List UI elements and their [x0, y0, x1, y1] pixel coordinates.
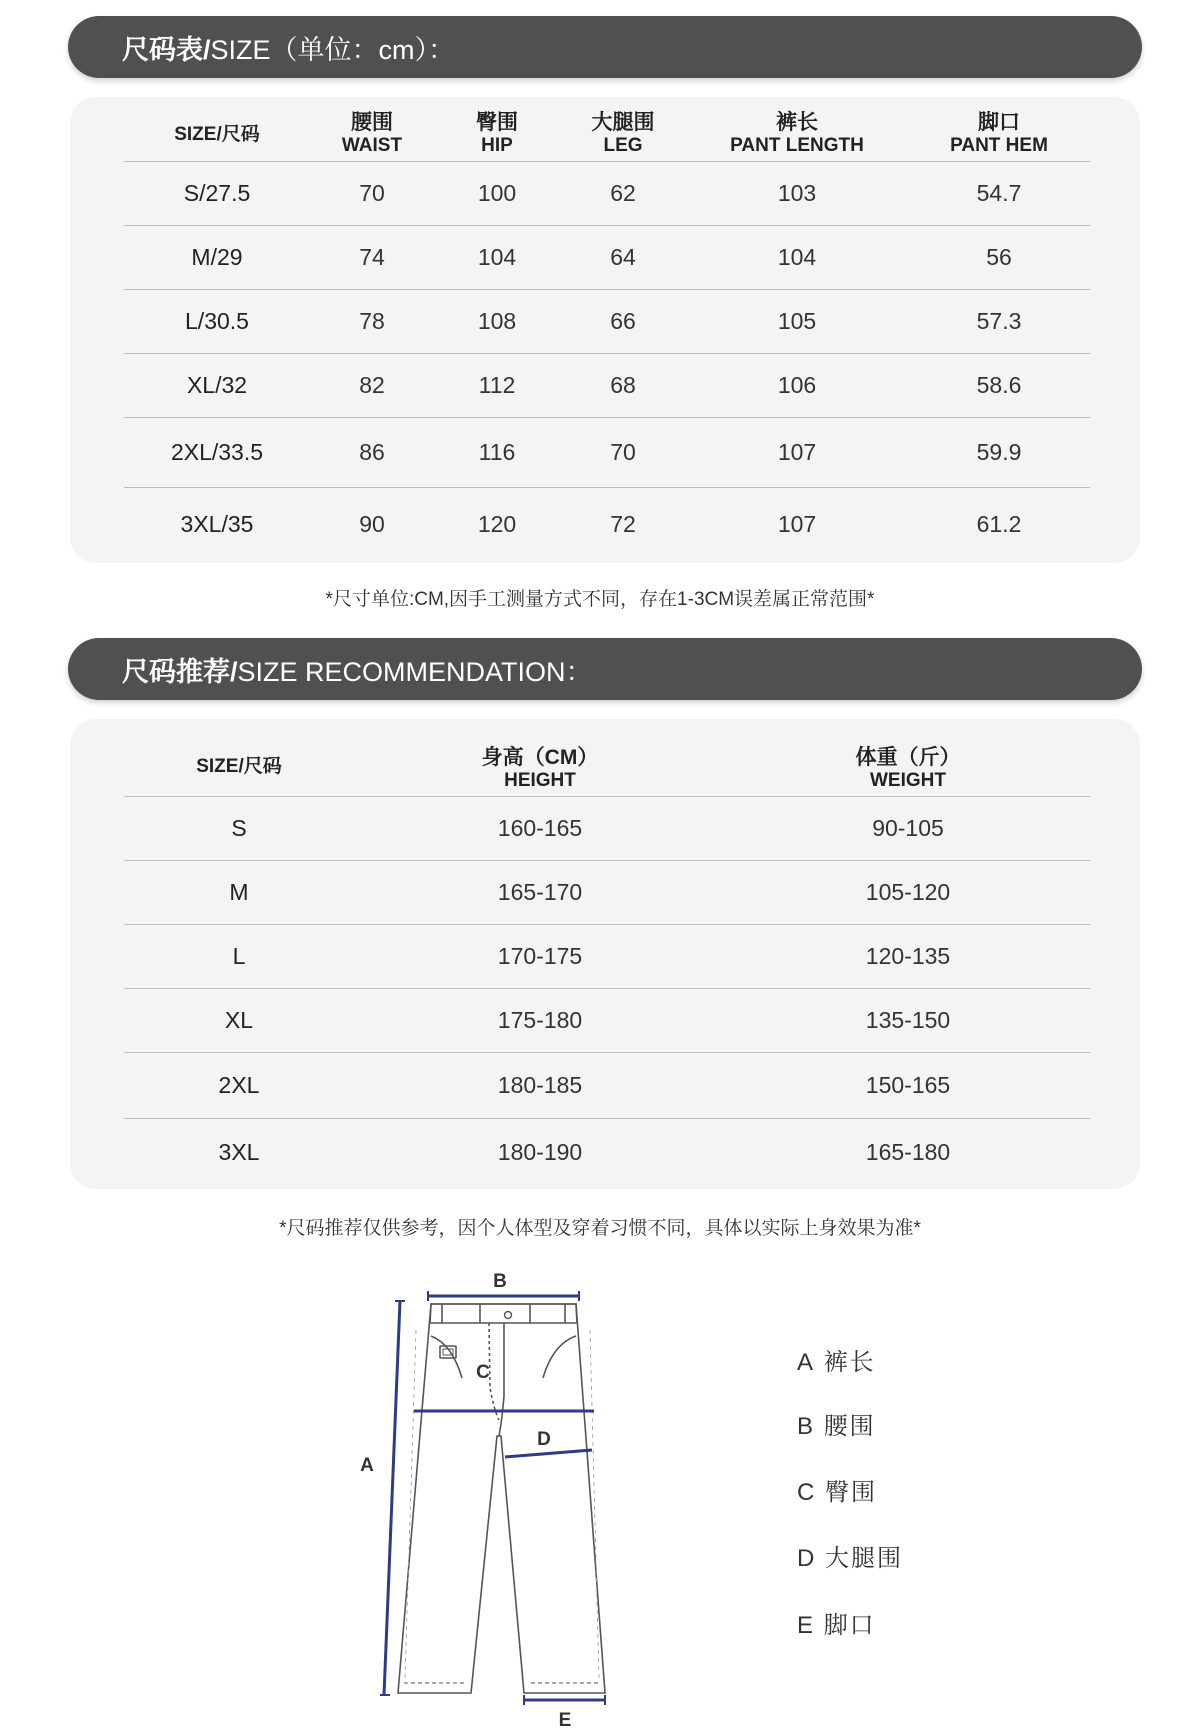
table-cell: 64	[560, 225, 686, 289]
table-cell: S/27.5	[124, 161, 310, 225]
table-cell: L/30.5	[124, 289, 310, 353]
recommendation-panel	[70, 719, 1140, 1189]
table-cell: 70	[560, 417, 686, 487]
pant-length-header: 裤长 PANT LENGTH	[730, 110, 864, 156]
table-cell: 175-180	[354, 988, 726, 1052]
legend-item-a: A 裤长	[797, 1349, 876, 1376]
table-row	[124, 988, 1090, 1052]
table-cell: 78	[310, 289, 434, 353]
pant-hem-header: 脚口 PANT HEM	[950, 110, 1048, 156]
table-row	[124, 1052, 1090, 1118]
table-cell: M	[124, 860, 354, 924]
table-row	[124, 487, 1090, 561]
size-chart-title-en: SIZE（单位：cm）：	[210, 34, 456, 65]
table-row	[124, 289, 1090, 353]
table-cell: 82	[310, 353, 434, 417]
recommendation-title-cn: 尺码推荐/	[122, 656, 238, 687]
table-row	[124, 225, 1090, 289]
size-chart-banner	[68, 16, 1142, 78]
height-header: 身高（CM） HEIGHT	[481, 745, 599, 791]
size-chart-panel	[70, 97, 1140, 563]
table-cell: 90-105	[726, 796, 1090, 860]
table-cell: M/29	[124, 225, 310, 289]
pants-diagram	[360, 1270, 640, 1733]
table-cell: 104	[434, 225, 560, 289]
table-cell: 105-120	[726, 860, 1090, 924]
size-chart-note: *尺寸单位:CM,因手工测量方式不同，存在1-3CM误差属正常范围*	[325, 589, 875, 610]
waist-header: 腰围 WAIST	[341, 110, 403, 156]
table-row	[124, 860, 1090, 924]
label-b: B	[493, 1271, 507, 1292]
pants-illustration-icon	[360, 1270, 640, 1731]
table-cell: 2XL	[124, 1052, 354, 1118]
table-cell: 165-180	[726, 1118, 1090, 1186]
table-cell: L	[124, 924, 354, 988]
table-cell: 120	[434, 487, 560, 561]
label-e: E	[558, 1710, 572, 1731]
table-cell: S	[124, 796, 354, 860]
table-cell: 56	[908, 225, 1090, 289]
table-cell: XL	[124, 988, 354, 1052]
table-cell: 120-135	[726, 924, 1090, 988]
table-cell: 165-170	[354, 860, 726, 924]
table-cell: 108	[434, 289, 560, 353]
recommendation-note: *尺码推荐仅供参考，因个人体型及穿着习惯不同，具体以实际上身效果为准*	[279, 1218, 921, 1239]
weight-header: 体重（斤） WEIGHT	[855, 745, 961, 791]
table-cell: 170-175	[354, 924, 726, 988]
table-cell: 150-165	[726, 1052, 1090, 1118]
table-cell: 3XL	[124, 1118, 354, 1186]
size-header: SIZE/尺码	[174, 124, 260, 146]
legend-item-e: E 脚口	[797, 1612, 876, 1639]
table-row	[124, 353, 1090, 417]
recommendation-title-en: SIZE RECOMMENDATION：	[237, 656, 593, 687]
label-d: D	[537, 1429, 551, 1450]
table-cell: 90	[310, 487, 434, 561]
leg-header: 大腿围 LEG	[591, 110, 655, 156]
size-chart-table	[124, 109, 1090, 561]
table-cell: 100	[434, 161, 560, 225]
table-cell: 106	[686, 353, 908, 417]
table-cell: 72	[560, 487, 686, 561]
table-cell: 107	[686, 417, 908, 487]
recommendation-table	[124, 737, 1090, 1186]
table-row	[124, 417, 1090, 487]
table-cell: 66	[560, 289, 686, 353]
table-cell: 180-190	[354, 1118, 726, 1186]
size-chart-title-cn: 尺码表/	[122, 34, 211, 65]
rec-size-header: SIZE/尺码	[196, 755, 282, 777]
table-cell: XL/32	[124, 353, 310, 417]
table-cell: 59.9	[908, 417, 1090, 487]
table-cell: 58.6	[908, 353, 1090, 417]
table-cell: 103	[686, 161, 908, 225]
table-row	[124, 924, 1090, 988]
table-cell: 180-185	[354, 1052, 726, 1118]
table-cell: 107	[686, 487, 908, 561]
table-cell: 62	[560, 161, 686, 225]
table-cell: 105	[686, 289, 908, 353]
table-cell: 54.7	[908, 161, 1090, 225]
legend-item-d: D 大腿围	[797, 1545, 904, 1572]
table-row	[124, 1118, 1090, 1186]
table-cell: 3XL/35	[124, 487, 310, 561]
table-cell: 160-165	[354, 796, 726, 860]
table-cell: 61.2	[908, 487, 1090, 561]
label-a: A	[360, 1455, 374, 1476]
table-cell: 104	[686, 225, 908, 289]
legend-item-c: C 臀围	[797, 1479, 878, 1506]
table-cell: 116	[434, 417, 560, 487]
table-row	[124, 161, 1090, 225]
legend-item-b: B 腰围	[797, 1413, 876, 1440]
recommendation-banner	[68, 638, 1142, 700]
table-cell: 68	[560, 353, 686, 417]
table-cell: 135-150	[726, 988, 1090, 1052]
table-cell: 112	[434, 353, 560, 417]
table-cell: 2XL/33.5	[124, 417, 310, 487]
table-cell: 86	[310, 417, 434, 487]
table-row	[124, 796, 1090, 860]
table-cell: 70	[310, 161, 434, 225]
table-cell: 57.3	[908, 289, 1090, 353]
table-cell: 74	[310, 225, 434, 289]
hip-header: 臀围 HIP	[476, 110, 518, 156]
label-c: C	[476, 1362, 490, 1383]
